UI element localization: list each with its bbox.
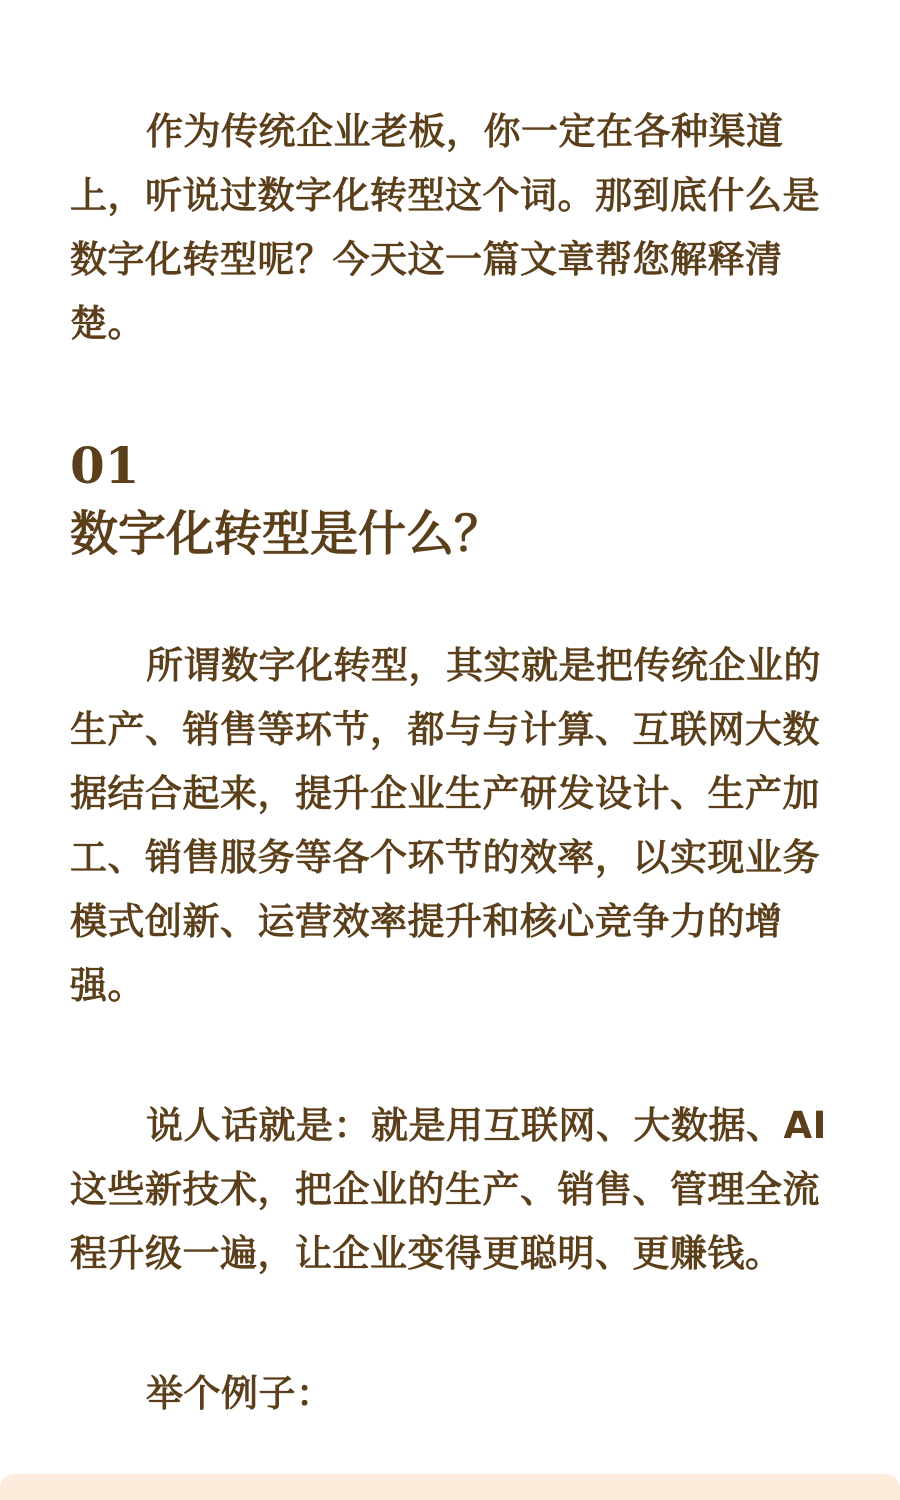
plain-words-paragraph: 说人话就是：就是用互联网、大数据、AI这些新技术，把企业的生产、销售、管理全流程升级一遍，让企业变得更聪明、更赚钱。 [70,1104,827,1275]
intro-paragraph: 作为传统企业老板，你一定在各种渠道上，听说过数字化转型这个词。那到底什么是数字化转型呢？今天这一篇文章帮您解释清楚。 [70,110,820,345]
article-body [70,100,830,1426]
next-card-edge [0,1474,900,1500]
section-number: 01 [70,436,140,495]
example-lead-paragraph: 举个例子： [146,1372,334,1415]
definition-paragraph: 所谓数字化转型，其实就是把传统企业的生产、销售等环节，都与与计算、互联网大数据结合起来，提升企业生产研发设计、生产加工、销售服务等各个环节的效率，以实现业务模式创新、运营效率提升和核心竞争力的增强。 [70,644,821,1007]
section-title: 数字化转型是什么？ [70,506,503,562]
